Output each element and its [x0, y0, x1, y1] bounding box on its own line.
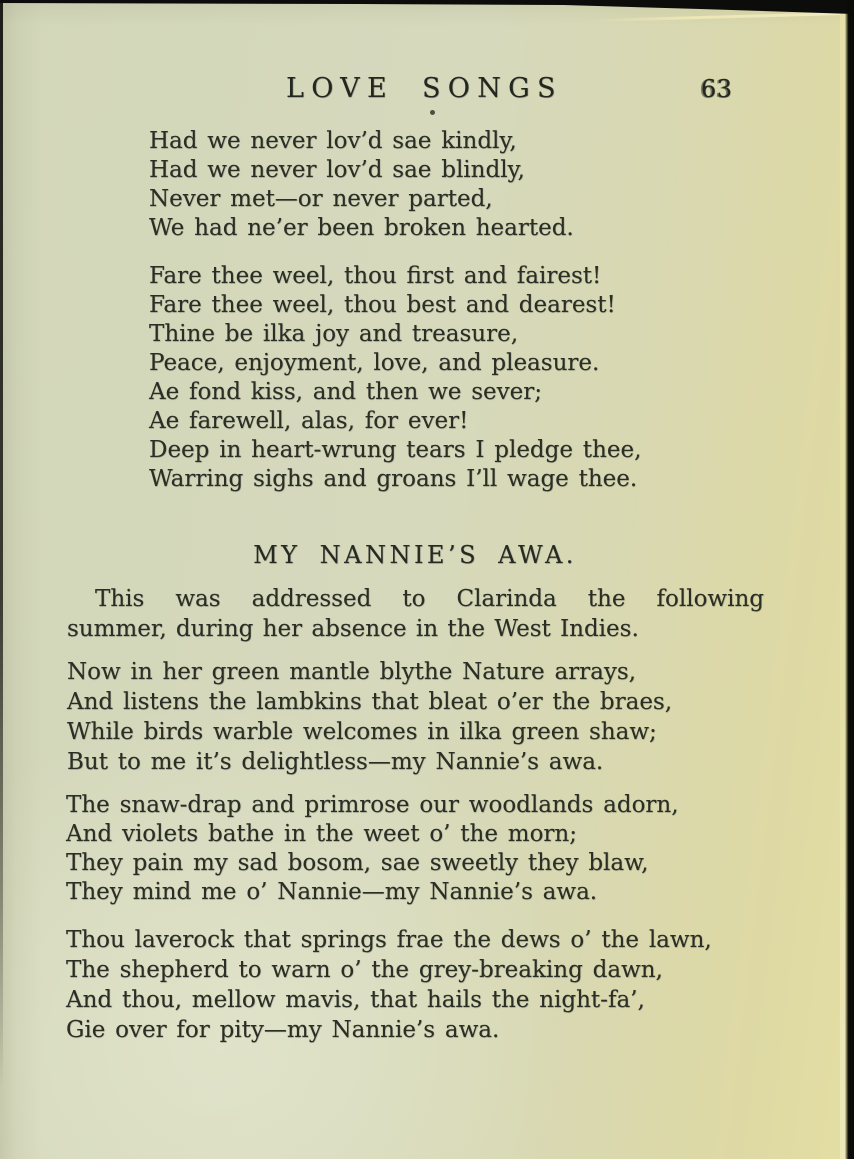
poem-line: But to me it’s delightless—my Nannie’s awa.	[67, 749, 604, 775]
poem-line: The snaw-drap and primrose our woodlands adorn,	[66, 792, 679, 818]
intro-line: This was addressed to Clarinda the following	[95, 586, 764, 612]
scan-edge-right	[845, 0, 854, 1159]
poem-line: While birds warble welcomes in ilka green shaw;	[67, 719, 657, 745]
poem2-stanza3	[66, 925, 712, 1045]
poem2-intro	[67, 584, 764, 644]
poem-line: Never met—or never parted,	[149, 186, 493, 212]
poem-line: Had we never lov’d sae kindly,	[149, 128, 517, 154]
poem-line: Now in her green mantle blythe Nature arrays,	[67, 659, 636, 685]
poem-line: Thine be ilka joy and treasure,	[149, 321, 518, 347]
poem-line: And thou, mellow mavis, that hails the night-fa’,	[66, 987, 645, 1013]
poem-line: Fare thee weel, thou first and fairest!	[149, 263, 602, 289]
poem1-stanza2	[149, 262, 641, 494]
poem-line: And listens the lambkins that bleat o’er the braes,	[67, 689, 673, 715]
poem-line: Warring sighs and groans I’ll wage thee.	[149, 466, 638, 492]
poem-line: Had we never lov’d sae blindly,	[149, 157, 525, 183]
poem-line: Ae farewell, alas, for ever!	[149, 408, 469, 434]
poem2-title: MY NANNIE’S AWA.	[253, 541, 577, 569]
poem2-stanza1	[67, 657, 672, 777]
poem-line: Ae fond kiss, and then we sever;	[149, 379, 542, 405]
poem-line: Fare thee weel, thou best and dearest!	[149, 292, 616, 318]
poem-line: Thou laverock that springs frae the dews o’ the lawn,	[66, 927, 712, 953]
intro-line: summer, during her absence in the West Indies.	[67, 616, 639, 642]
poem1-stanza1	[149, 127, 574, 243]
print-artifact-dot	[430, 110, 435, 115]
poem-line: Deep in heart-wrung tears I pledge thee,	[149, 437, 642, 463]
poem-line: And violets bathe in the weet o’ the morn;	[66, 821, 577, 847]
poem-line: They mind me o’ Nannie—my Nannie’s awa.	[66, 879, 598, 905]
poem-line: The shepherd to warn o’ the grey-breaking dawn,	[66, 957, 663, 983]
poem-line: We had ne’er been broken hearted.	[149, 215, 574, 241]
poem-line: Peace, enjoyment, love, and pleasure.	[149, 350, 600, 376]
poem-line: They pain my sad bosom, sae sweetly they blaw,	[66, 850, 649, 876]
poem-line: Gie over for pity—my Nannie’s awa.	[66, 1017, 500, 1043]
running-header-title: LOVE SONGS	[286, 73, 563, 104]
page-number: 63	[701, 75, 733, 103]
poem2-stanza2	[66, 791, 679, 907]
scan-edge-left	[0, 0, 3, 1089]
